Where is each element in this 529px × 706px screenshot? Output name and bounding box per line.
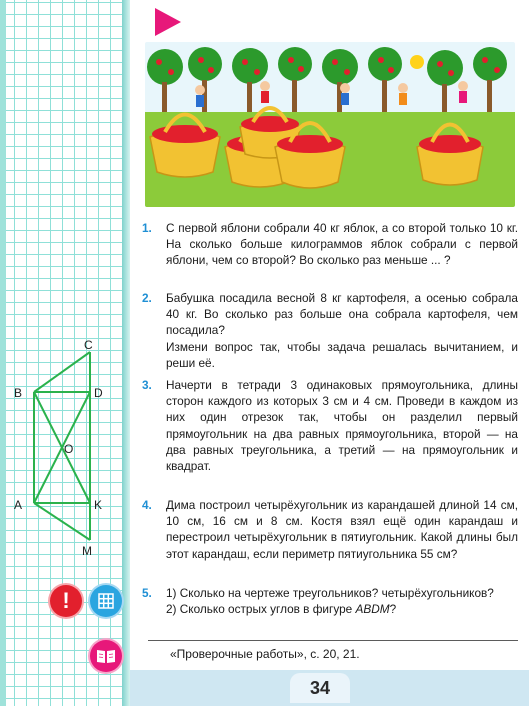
task-text-2-pre: 2) Сколько острых углов в фигуре [166,602,356,617]
task-number: 3. [142,378,152,392]
task-4 [142,497,518,562]
label-d: D [94,386,103,400]
exclamation-icon: ! [50,585,82,617]
geometry-diagram [12,335,120,565]
task-text-2-post: ? [389,602,397,617]
divider [148,640,518,641]
task-text: 1) Сколько на чертеже треугольников? четырёхугольников? [166,586,494,600]
task-number: 5. [142,586,152,600]
task-number: 1. [142,221,152,235]
grid-icon [90,585,122,617]
task-1 [142,220,518,269]
label-k: K [94,498,103,512]
task-text: Начерти в тетради 3 одинаковых прямоугольника, длины сторон каждого из которых 3 см и 4 см. Проведи в каждом из них один отрезок так, чтобы он разделил первый прямоугольник на два равных прямоугольника, второй — на два равных треугольника, а третий — на прямоугольник и квадрат. [166,378,518,474]
task-text-2 [166,601,518,617]
task-text: Дима построил четырёхугольник из карандашей длиной 14 см, 10 см, 16 см и 8 см. Костя взял ещё один карандаш и перестроил четырёхугольник в пятиугольник. Какой длины был этот карандаш, если периметр пятиугольника 55 см? [166,498,518,561]
margin-edge [122,0,130,706]
apple-harvest-illustration [145,42,515,207]
label-m: M [82,544,92,558]
segment-am [34,503,90,540]
label-o: O [64,442,74,456]
page-spine [0,0,6,706]
task-2 [142,290,518,371]
label-a: A [14,498,23,512]
task-3 [142,377,518,474]
reference-note: «Проверочные работы», с. 20, 21. [170,647,360,661]
task-number: 2. [142,291,152,305]
task-number: 4. [142,498,152,512]
segment-bc [34,352,90,392]
label-b: B [14,386,23,400]
book-icon [90,640,122,672]
task-text: С первой яблони собрали 40 кг яблок, а со второй только 10 кг. На сколько больше килограммов яблок собрали с первой яблони, чем со второй? Во сколько раз меньше ... ? [166,221,518,268]
sun-icon [410,55,424,69]
page-number: 34 [290,673,350,703]
task-text-extra: Измени вопрос так, чтобы задача решалась вычитанием, и реши её. [166,339,518,370]
figure-name: ABDM [355,602,390,617]
label-c: C [84,338,93,352]
task-5 [142,585,518,617]
section-flag-icon [155,8,181,36]
task-text: Бабушка посадила весной 8 кг картофеля, а осенью собрала 40 кг. Во сколько раз больше она собрала картофеля, чем посадила? [166,291,518,338]
